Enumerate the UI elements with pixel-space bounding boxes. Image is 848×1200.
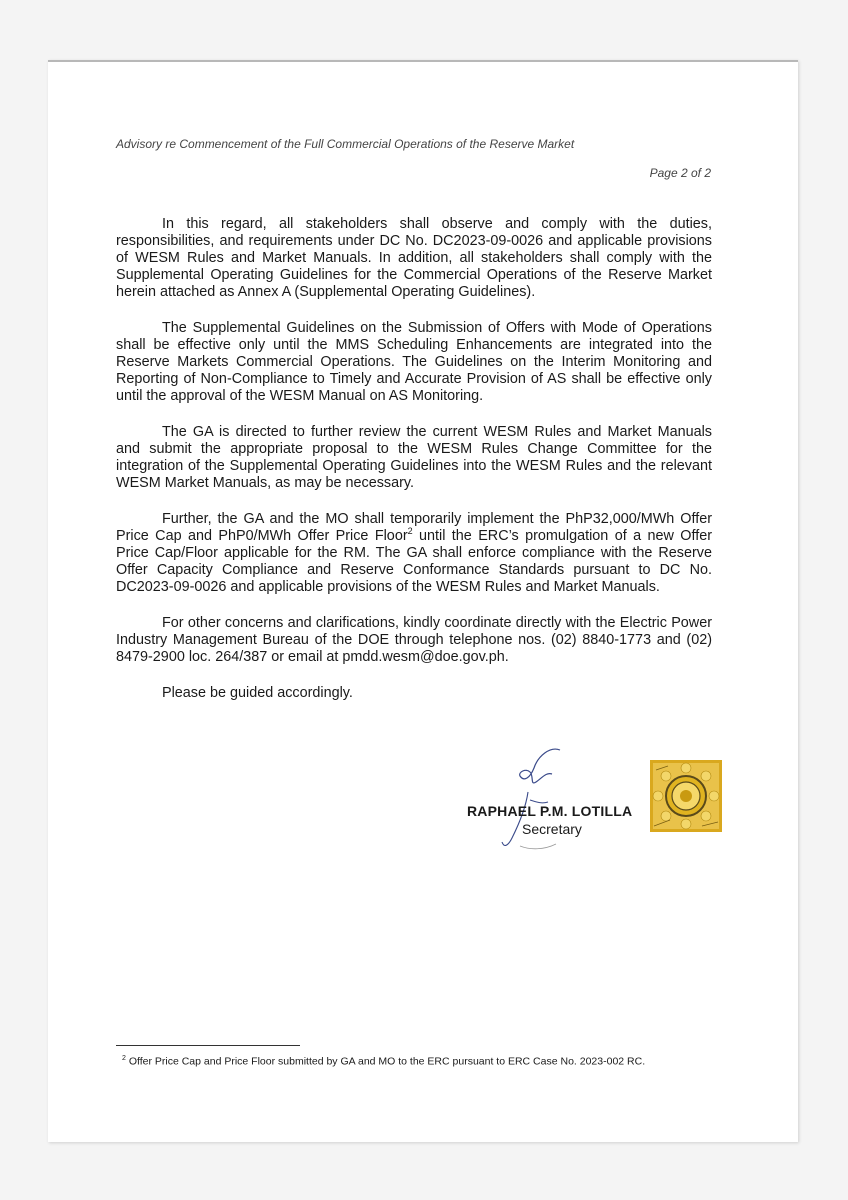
- paragraph-2: The Supplemental Guidelines on the Submission of Offers with Mode of Operations shall be effective only until the MMS Scheduling Enhancements are integrated into the Reserve Markets Commercial Operations. The Guidelines on the Interim Monitoring and Reporting of Non-Compliance to Timely and Accurate Provision of AS shall be effective only until the approval of the WESM Manual on AS Monitoring.: [116, 320, 712, 404]
- signatory-name: RAPHAEL P.M. LOTILLA: [467, 803, 633, 819]
- footnote-reference: 2: [407, 526, 413, 537]
- footnote-divider: [116, 1045, 300, 1046]
- paragraph-4: [116, 511, 712, 596]
- document-header: Advisory re Commencement of the Full Commercial Operations of the Reserve Market: [116, 137, 575, 151]
- paragraph-3: The GA is directed to further review the current WESM Rules and Market Manuals and submit the appropriate proposal to the WESM Rules Change Committee for the integration of the Supplemental Operating Guidelines into the WESM Rules and the relevant WESM Market Manuals, as may be necessary.: [116, 424, 712, 491]
- document-body: [116, 216, 712, 702]
- footnote: [122, 1055, 645, 1068]
- paragraph-4-text-b: until the ERC’s promulgation of a new Offer Price Cap/Floor applicable for the RM. The GA shall enforce compliance with the Reserve Offer Capacity Compliance and Reserve Conformance Standards pursuant to DC No. DC2023-09-0026 and applicable provisions of the WESM Rules and Market Manuals.: [116, 528, 712, 595]
- signatory-title: Secretary: [522, 821, 582, 837]
- footnote-text: Offer Price Cap and Price Floor submitted by GA and MO to the ERC pursuant to ERC Case No. 2023-002 RC.: [125, 1055, 646, 1068]
- footnote-number: 2: [122, 1055, 126, 1062]
- paragraph-1: In this regard, all stakeholders shall observe and comply with the duties, responsibilities, and requirements under DC No. DC2023-09-0026 and applicable provisions of WESM Rules and Market Manuals. In addition, all stakeholders shall comply with the Supplemental Operating Guidelines for the Commercial Operations of the Reserve Market herein attached as Annex A (Supplemental Operating Guidelines).: [116, 216, 712, 300]
- closing-line: Please be guided accordingly.: [162, 685, 353, 701]
- page-top-edge: [48, 60, 798, 62]
- page-number: Page 2 of 2: [649, 166, 711, 180]
- department-seal: [650, 760, 722, 832]
- paragraph-4-text-a: Further, the GA and the MO shall temporarily implement the PhP32,000/MWh Offer Price Cap and PhP0/MWh Offer Price Floor: [116, 511, 712, 544]
- paragraph-5: For other concerns and clarifications, kindly coordinate directly with the Electric Power Industry Management Bureau of the DOE through telephone nos. (02) 8840-1773 and (02) 8479-2900 loc. 264/387 or email at pmdd.wesm@doe.gov.ph.: [116, 615, 712, 665]
